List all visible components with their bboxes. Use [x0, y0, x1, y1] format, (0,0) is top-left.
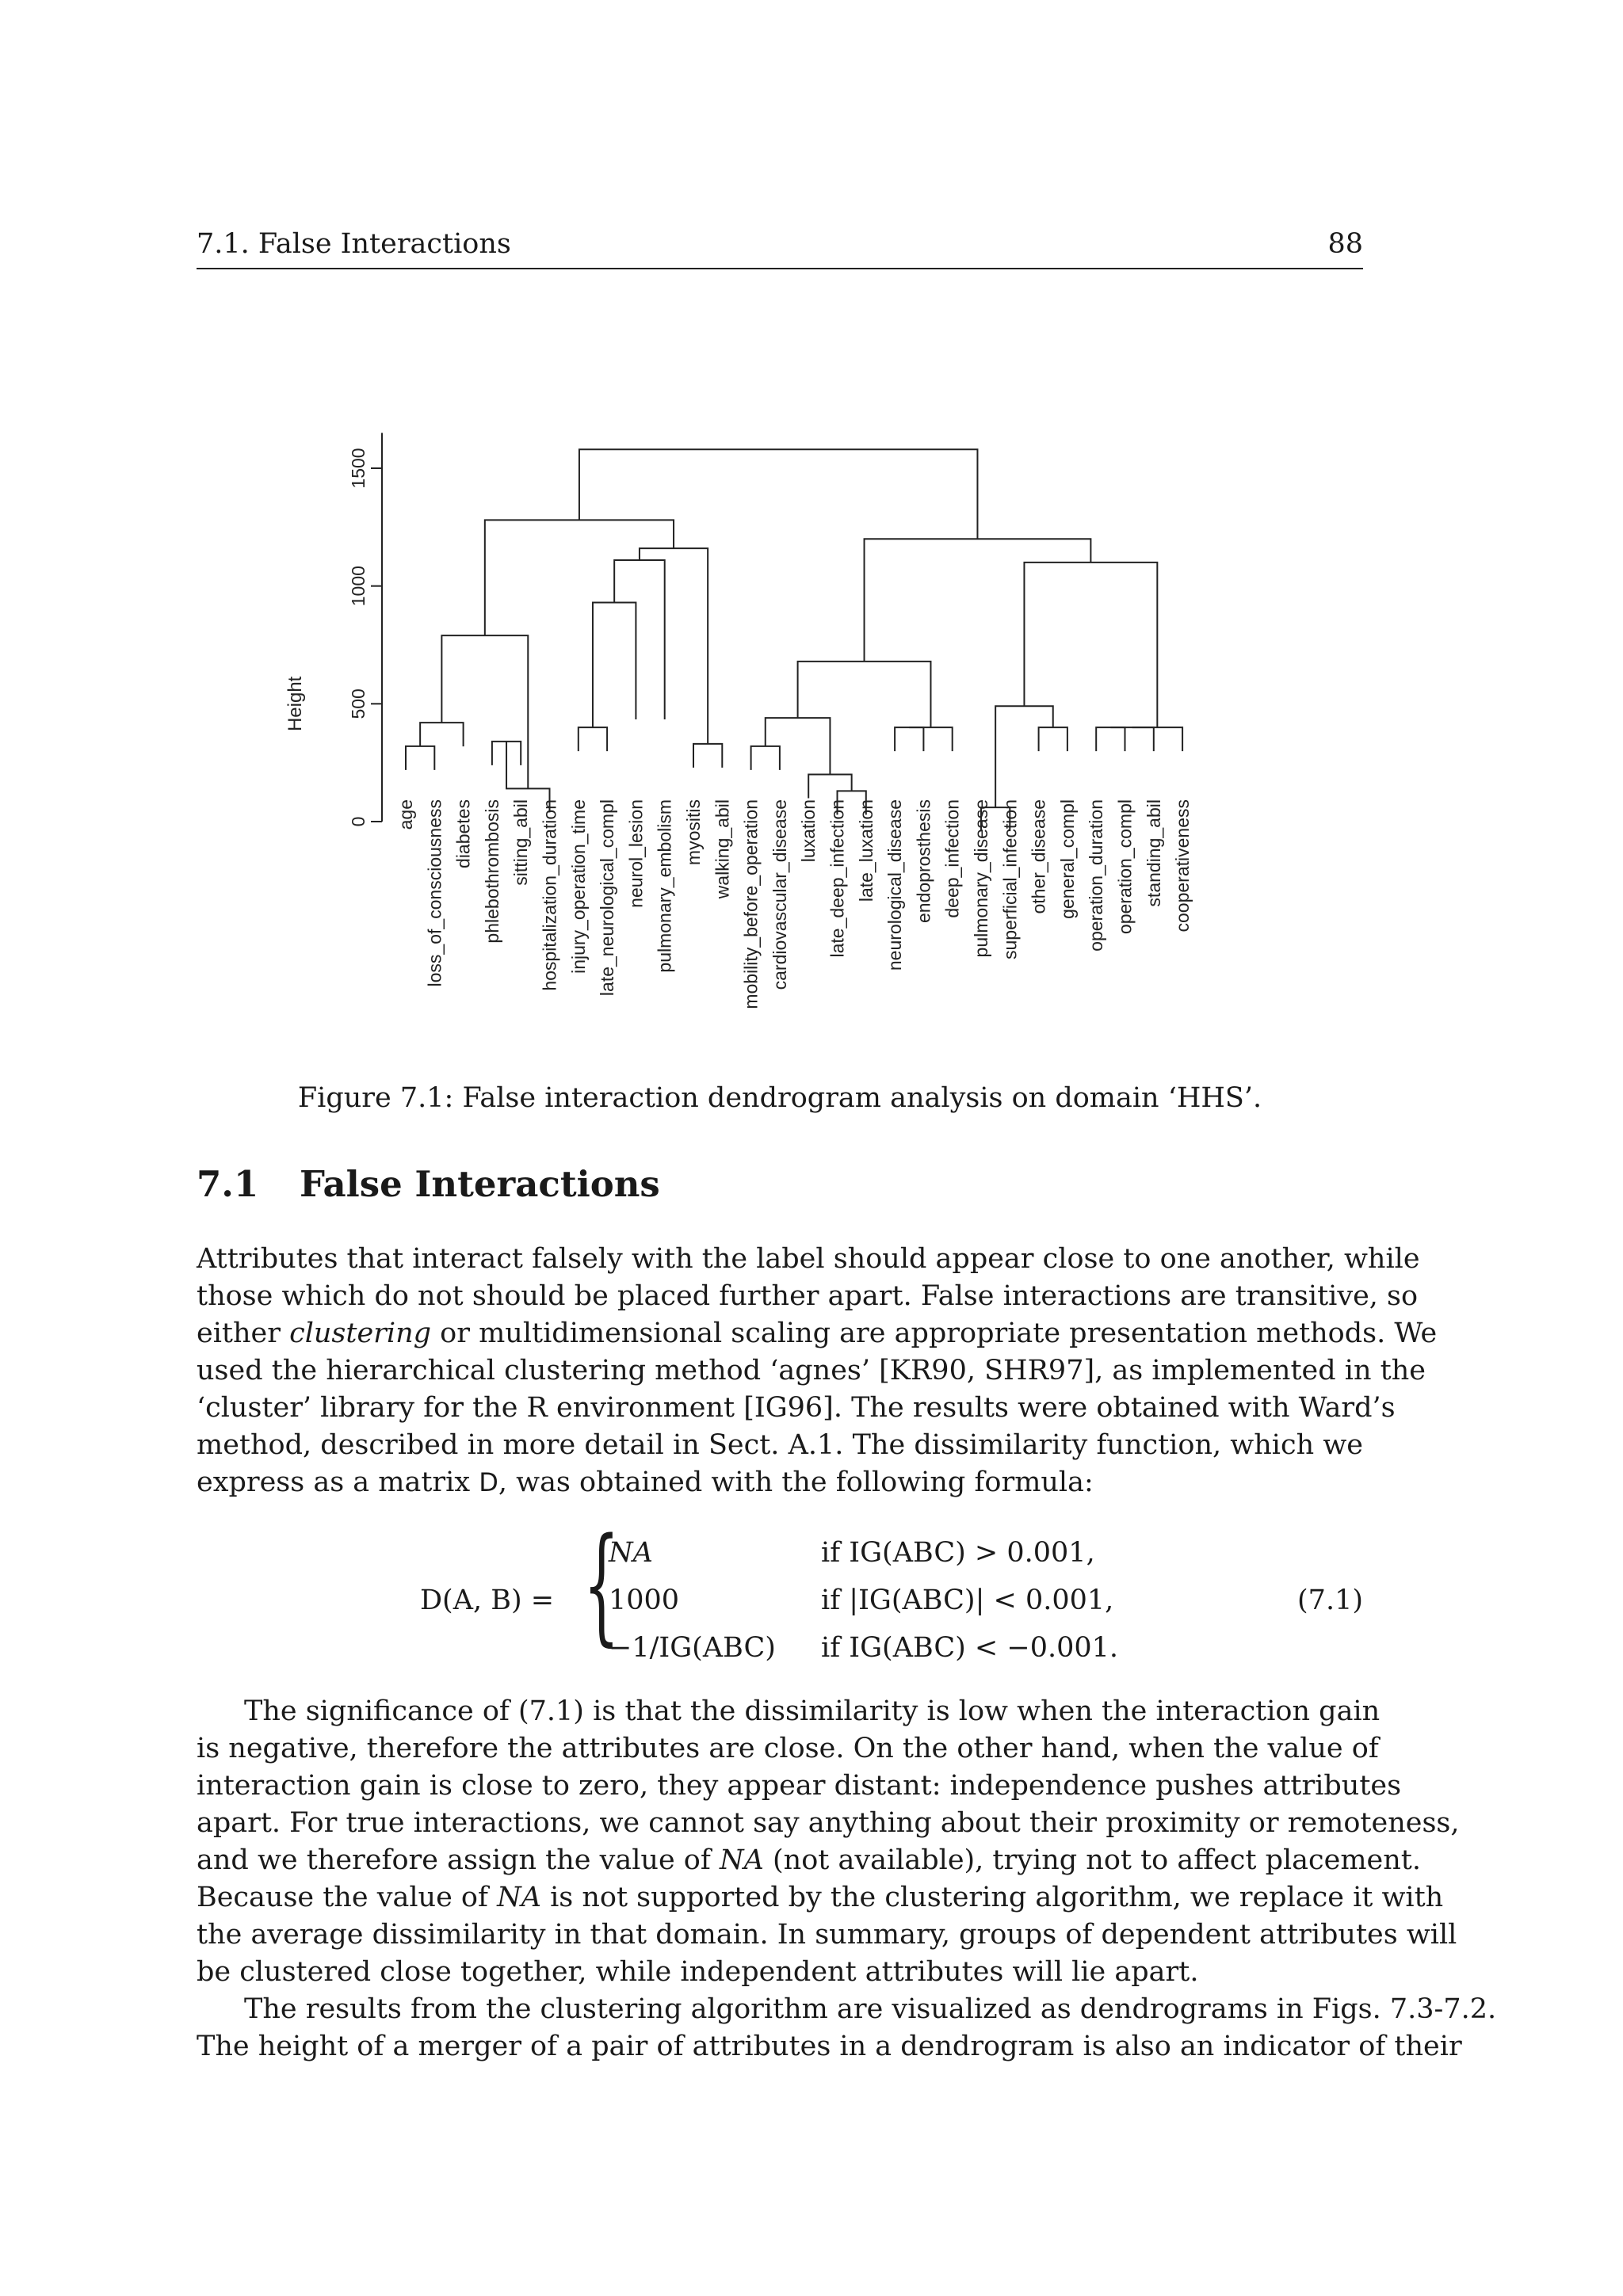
dendrogram-branch: [1039, 727, 1067, 751]
running-header: [197, 228, 1363, 269]
para2-line: apart. For true interactions, we cannot say anything about their proximity or remoteness,: [197, 1807, 1460, 1839]
section-title: False Interactions: [300, 1163, 660, 1205]
equation-brace: {: [583, 1510, 620, 1658]
leaf-label: loss_of_consciousness: [424, 799, 445, 987]
leaf-label: walking_abil: [712, 799, 733, 899]
equation-case: −1/IG(ABC): [609, 1632, 776, 1664]
leaf-label: mobility_before_operation: [740, 799, 762, 1009]
leaf-label: other_disease: [1028, 799, 1049, 914]
dendrogram-branch: [593, 602, 636, 727]
para2-line: and we therefore assign the value of NA (not available), trying not to affect placement.: [197, 1844, 1421, 1876]
para1-line: Attributes that interact falsely with the label should appear close to one another, while: [197, 1243, 1420, 1275]
dendrogram-branch: [441, 635, 528, 788]
y-tick-label: 1000: [348, 566, 369, 607]
y-axis-label: Height: [285, 676, 306, 732]
leaf-label: superficial_infection: [999, 799, 1021, 960]
equation-number: (7.1): [1297, 1585, 1363, 1616]
dendrogram-branch: [909, 727, 952, 751]
leaf-label: injury_operation_time: [567, 799, 589, 974]
leaf-label: phlebothrombosis: [481, 799, 502, 944]
para2-line: The significance of (7.1) is that the dissimilarity is low when the interaction gain: [244, 1695, 1381, 1727]
dendrogram-branch: [751, 746, 780, 770]
dendrogram-branch: [895, 727, 923, 751]
leaf-label: deep_infection: [941, 799, 963, 918]
para2-line: is negative, therefore the attributes are close. On the other hand, when the value of: [197, 1733, 1379, 1764]
para3-line: The height of a merger of a pair of attributes in a dendrogram is also an indicator of their: [197, 2031, 1462, 2062]
leaf-label: standing_abil: [1143, 799, 1164, 907]
leaf-label: age: [395, 799, 416, 830]
para2-line: be clustered close together, while independent attributes will lie apart.: [197, 1956, 1199, 1988]
leaf-label: hospitalization_duration: [539, 799, 560, 991]
leaf-label: general_compl: [1056, 799, 1078, 919]
para1-line: those which do not should be placed further apart. False interactions are transitive, so: [197, 1280, 1419, 1312]
leaf-label: pulmonary_disease: [971, 799, 991, 958]
dendrogram-branch: [640, 548, 708, 744]
equation-7-1: [197, 1510, 1363, 1665]
equation-condition: if IG(ABC) < −0.001.: [821, 1632, 1119, 1664]
leaf-label: cardiovascular_disease: [769, 799, 790, 990]
leaf-label: neurol_lesion: [625, 799, 647, 908]
leaf-label: myositis: [683, 799, 704, 866]
dendrogram-plot: [269, 396, 1212, 1054]
equation-condition: if IG(ABC) > 0.001,: [821, 1537, 1095, 1569]
dendrogram-branch: [579, 449, 978, 539]
paragraph-1: [197, 1241, 1438, 1501]
dendrogram-branch: [1096, 727, 1125, 751]
clustering-term: clustering: [289, 1318, 432, 1349]
dendrogram-branch: [693, 744, 722, 768]
para1-line: method, described in more detail in Sect. A.1. The dissimilarity function, which we: [197, 1429, 1363, 1461]
leaf-label: operation_compl: [1114, 799, 1136, 935]
equation-lhs: D(A, B) =: [420, 1585, 555, 1616]
paragraph-3: [197, 1991, 1497, 2065]
section-number: 7.1: [197, 1163, 259, 1205]
dendrogram-branch: [485, 520, 674, 635]
para1-line: either clustering or multidimensional scaling are appropriate presentation methods. We: [197, 1318, 1438, 1349]
dendrogram-branch: [995, 706, 1053, 807]
leaf-label: late_luxation: [855, 799, 876, 902]
equation-condition: if |IG(ABC)| < 0.001,: [821, 1585, 1114, 1616]
para2-line: Because the value of NA is not supported by the clustering algorithm, we replace it with: [197, 1882, 1444, 1913]
section-heading: [197, 1163, 660, 1205]
dendrogram-branch: [406, 746, 434, 770]
para2-line: interaction gain is close to zero, they appear distant: independence pushes attributes: [197, 1770, 1402, 1802]
leaf-label: late_deep_infection: [827, 799, 848, 958]
leaf-label: late_neurological_compl: [597, 799, 618, 997]
page-number: 88: [1327, 228, 1363, 260]
dendrogram-branch: [1110, 727, 1153, 751]
y-tick-label: 500: [348, 688, 369, 719]
y-tick-label: 1500: [348, 448, 369, 489]
para3-line: The results from the clustering algorithm are visualized as dendrograms in Figs. 7.3-7.2.: [244, 1993, 1497, 2025]
leaf-label: sitting_abil: [510, 799, 532, 886]
leaf-label: operation_duration: [1086, 799, 1107, 952]
dendrogram-branch: [614, 560, 665, 719]
para1-line: used the hierarchical clustering method ‘agnes’ [KR90, SHR97], as implemented in the: [197, 1355, 1426, 1386]
figure-caption: Figure 7.1: False interaction dendrogram analysis on domain ‘HHS’.: [297, 1082, 1262, 1114]
para2-line: the average dissimilarity in that domain. In summary, groups of dependent attributes will: [197, 1919, 1457, 1951]
matrix-symbol: D: [479, 1467, 498, 1497]
dendrogram-branch: [579, 727, 607, 751]
running-header-title: 7.1. False Interactions: [197, 228, 511, 260]
leaf-label: luxation: [798, 799, 819, 863]
leaf-label: pulmonary_embolism: [654, 799, 675, 973]
dendrogram-branch: [808, 775, 851, 799]
dendrogram-branch: [1024, 563, 1157, 727]
paragraph-2: [197, 1693, 1460, 1991]
leaf-label: diabetes: [453, 799, 474, 868]
y-tick-label: 0: [348, 816, 369, 827]
dendrogram-branch: [865, 539, 1091, 662]
dendrogram-figure: [269, 396, 1212, 1054]
dendrogram-branch: [420, 723, 463, 746]
leaf-label: cooperativeness: [1172, 799, 1193, 933]
leaf-label: endoprosthesis: [913, 799, 934, 923]
dendrogram-branch: [1132, 727, 1183, 751]
leaf-label: neurological_disease: [884, 799, 906, 971]
para1-line: ‘cluster’ library for the R environment [IG96]. The results were obtained with Ward’s: [197, 1392, 1396, 1424]
equation-case: 1000: [609, 1585, 680, 1616]
para1-line: express as a matrix D, was obtained with the following formula:: [197, 1466, 1094, 1498]
equation-case: NA: [609, 1537, 653, 1569]
